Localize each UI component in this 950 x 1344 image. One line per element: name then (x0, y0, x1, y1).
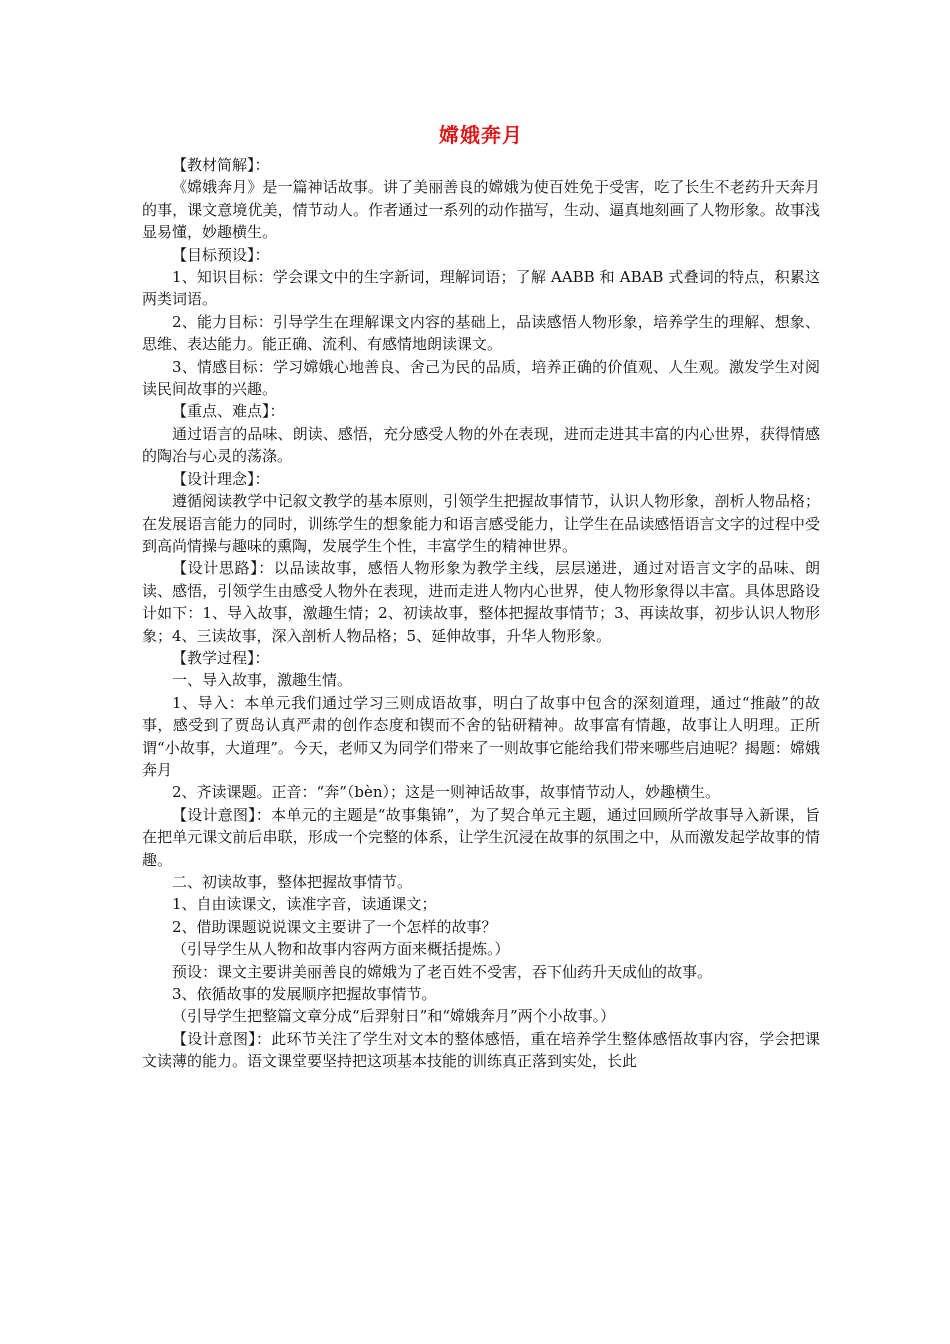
paragraph: 【重点、难点】： (172, 402, 285, 421)
document-body (142, 154, 820, 1073)
paragraph: 二、初读故事，整体把握故事情节。 (172, 873, 413, 891)
paragraph: 2、齐读课题。正音：“奔”（bèn）；这是一则神话故事，故事情节动人，妙趣横生。 (172, 783, 721, 802)
paragraph: 预设：课文主要讲美丽善良的嫦娥为了老百姓不受害，吞下仙药升天成仙的故事。 (172, 962, 713, 981)
paragraph: 1、自由读课文，读准字音，读通课文； (172, 895, 437, 914)
paragraph: 3、情感目标：学习嫦娥心地善良、舍己为民的品质，培养正确的价值观、人生观。激发学生对阅读民间故事的兴趣。 (142, 357, 820, 399)
paragraph: （引导学生把整篇文章分成“后羿射日”和“嫦娥奔月”两个小故事。） (172, 1007, 616, 1026)
paragraph: （引导学生从人物和故事内容两方面来概括提炼。） (172, 940, 510, 959)
paragraph: 【设计意图】：本单元的主题是“故事集锦”，为了契合单元主题，通过回顾所学故事导入新课，旨在把单元课文前后串联，形成一个完整的体系，让学生沉浸在故事的氛围之中，从而激发起学故事的情趣。 (142, 805, 820, 869)
document-page (142, 118, 820, 1073)
paragraph: 【设计思路】：以品读故事，感悟人物形象为教学主线，层层递进，通过对语言文字的品味、朗读、感悟，引领学生由感受人物外在表现，进而走进人物内心世界，使人物形象得以丰富。具体思路设计如下：1、导入故事，激趣生情；2、初读故事，整体把握故事情节；3、再读故事，初步认识人物形象；4、三读故事，深入剖析人物品格；5、延伸故事，升华人物形象。 (142, 559, 820, 645)
paragraph: 【目标预设】： (172, 245, 270, 264)
paragraph: 一、导入故事，激趣生情。 (172, 671, 353, 690)
paragraph: 【设计意图】：此环节关注了学生对文本的整体感悟，重在培养学生整体感悟故事内容，学会把课文读薄的能力。语文课堂要坚持把这项基本技能的训练真正落到实处，长此 (142, 1029, 820, 1071)
paragraph: 【设计理念】： (172, 469, 270, 488)
paragraph: 2、能力目标：引导学生在理解课文内容的基础上，品读感悟人物形象，培养学生的理解、想象、思维、表达能力。能正确、流利、有感情地朗读课文。 (142, 312, 820, 354)
paragraph: 遵循阅读教学中记叙文教学的基本原则，引领学生把握故事情节，认识人物形象，剖析人物品格；在发展语言能力的同时，训练学生的想象能力和语言感受能力，让学生在品读感悟语言文字的过程中受到高尚情操与趣味的熏陶，发展学生个性，丰富学生的精神世界。 (142, 492, 820, 555)
paragraph: 通过语言的品味、朗读、感悟，充分感受人物的外在表现，进而走进其丰富的内心世界，获得情感的陶冶与心灵的荡涤。 (142, 424, 820, 466)
paragraph: 【教材简解】： (172, 156, 270, 174)
paragraph: 《嫦娥奔月》是一篇神话故事。讲了美丽善良的嫦娥为使百姓免于受害，吃了长生不老药升天奔月的事，课文意境优美，情节动人。作者通过一系列的动作描写，生动、逼真地刻画了人物形象。故事浅显易懂，妙趣横生。 (142, 178, 820, 242)
paragraph: 1、知识目标：学会课文中的生字新词，理解词语；了解 AABB 和 ABAB 式叠词的特点，积累这两类词语。 (142, 268, 820, 309)
paragraph: 【教学过程】： (172, 648, 270, 667)
paragraph: 1、导入：本单元我们通过学习三则成语故事，明白了故事中包含的深刻道理，通过“推敲”的故事，感受到了贾岛认真严肃的创作态度和锲而不舍的钻研精神。故事富有情趣，故事让人明理。正所谓“小故事，大道理”。今天，老师又为同学们带来了一则故事它能给我们带来哪些启迪呢？揭题：嫦娥奔月 (142, 693, 820, 779)
paragraph: 2、借助课题说说课文主要讲了一个怎样的故事？ (172, 917, 497, 936)
document-title: 嫦娥奔月 (439, 123, 523, 147)
paragraph: 3、依循故事的发展顺序把握故事情节。 (172, 985, 437, 1004)
